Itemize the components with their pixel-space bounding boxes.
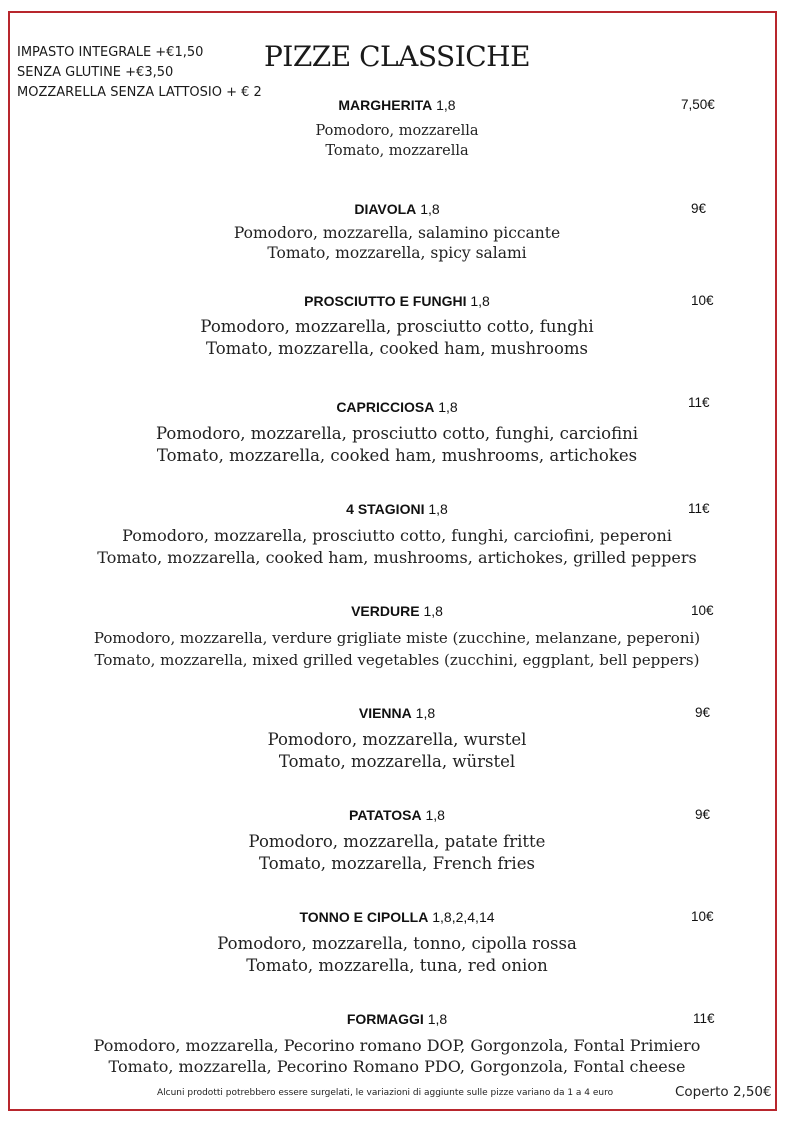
- item-desc-en: Tomato, mozzarella, cooked ham, mushrooms, artichokes, grilled peppers: [97, 548, 697, 567]
- item-desc-en: Tomato, mozzarella, mixed grilled vegetables (zucchini, eggplant, bell peppers): [94, 651, 700, 669]
- item-desc-en: Tomato, mozzarella, tuna, red onion: [246, 956, 548, 975]
- item-price: 9€: [695, 807, 711, 822]
- item-name: FORMAGGI: [346, 1011, 424, 1027]
- item-name-line: [0, 397, 794, 417]
- item-desc-it: Pomodoro, mozzarella: [315, 123, 479, 139]
- item-desc-it: Pomodoro, mozzarella, wurstel: [267, 730, 527, 749]
- item-name: 4 STAGIONI: [346, 501, 425, 517]
- item-price: 9€: [695, 705, 711, 720]
- item-desc-it: Pomodoro, mozzarella, salamino piccante: [233, 224, 561, 242]
- item-desc-en: Tomato, mozzarella, cooked ham, mushrooms, artichokes: [156, 446, 638, 465]
- item-desc-it: Pomodoro, mozzarella, tonno, cipolla rossa: [217, 934, 577, 953]
- item-name-line: [0, 95, 794, 115]
- footer-note: Alcuni prodotti potrebbero essere surgelati, le variazioni di aggiunte sulle pizze variano da 1 a 4 euro: [157, 1088, 614, 1098]
- item-name: TONNO E CIPOLLA: [299, 909, 429, 925]
- item-name: VIENNA: [358, 705, 412, 721]
- item-desc-en: Tomato, mozzarella, Pecorino Romano PDO, Gorgonzola, Fontal cheese: [108, 1057, 686, 1076]
- item-allergens: 1,8: [415, 705, 436, 721]
- item-name: PROSCIUTTO E FUNGHI: [304, 293, 467, 309]
- item-desc-en: Tomato, mozzarella, spicy salami: [267, 244, 527, 262]
- extra-lactose-free: MOZZARELLA SENZA LATTOSIO + € 2: [17, 85, 262, 100]
- item-name-line: [0, 703, 794, 723]
- item-allergens: 1,8: [428, 501, 448, 517]
- item-price: 11€: [688, 395, 710, 410]
- item-allergens: 1,8: [425, 807, 445, 823]
- item-desc-it: Pomodoro, mozzarella, patate fritte: [248, 832, 546, 851]
- item-name-line: [0, 1009, 794, 1029]
- item-name: DIAVOLA: [354, 201, 417, 217]
- item-desc-en: Tomato, mozzarella, cooked ham, mushrooms: [205, 339, 589, 358]
- item-name-line: [0, 805, 794, 825]
- item-allergens: 1,8: [427, 1011, 448, 1027]
- item-name: PATATOSA: [349, 807, 422, 823]
- item-name: MARGHERITA: [338, 97, 433, 113]
- item-name-line: [0, 199, 794, 219]
- item-allergens: 1,8: [470, 293, 490, 309]
- item-name-line: [0, 601, 794, 621]
- item-name-line: [0, 499, 794, 519]
- item-price: 10€: [691, 909, 714, 924]
- item-desc-it: Pomodoro, mozzarella, prosciutto cotto, funghi, carciofini, peperoni: [122, 526, 672, 545]
- item-desc-en: Tomato, mozzarella, French fries: [259, 854, 535, 873]
- item-price: 11€: [688, 501, 710, 516]
- item-desc-en: Tomato, mozzarella, würstel: [278, 752, 516, 771]
- item-name: VERDURE: [351, 603, 420, 619]
- extra-wholewheat: IMPASTO INTEGRALE +€1,50: [17, 45, 204, 60]
- item-price: 9€: [691, 201, 707, 216]
- cover-charge: Coperto 2,50€: [675, 1084, 772, 1100]
- item-allergens: 1,8: [436, 97, 456, 113]
- item-name-line: [0, 907, 794, 927]
- item-name: CAPRICCIOSA: [336, 399, 435, 415]
- item-price: 7,50€: [681, 97, 715, 112]
- item-price: 10€: [691, 603, 714, 618]
- item-price: 11€: [693, 1011, 715, 1026]
- item-desc-en: Tomato, mozzarella: [325, 143, 469, 159]
- item-desc-it: Pomodoro, mozzarella, prosciutto cotto, funghi, carciofini: [155, 424, 639, 443]
- item-allergens: 1,8,2,4,14: [432, 909, 495, 925]
- item-allergens: 1,8: [438, 399, 458, 415]
- item-allergens: 1,8: [423, 603, 443, 619]
- item-desc-it: Pomodoro, mozzarella, prosciutto cotto, funghi: [200, 317, 594, 336]
- item-desc-it: Pomodoro, mozzarella, verdure grigliate miste (zucchine, melanzane, peperoni): [93, 629, 701, 647]
- page-title: PIZZE CLASSICHE: [263, 40, 531, 73]
- extra-gluten-free: SENZA GLUTINE +€3,50: [17, 65, 174, 80]
- item-desc-it: Pomodoro, mozzarella, Pecorino romano DOP, Gorgonzola, Fontal Primiero: [93, 1036, 701, 1055]
- item-name-line: [0, 291, 794, 311]
- item-price: 10€: [691, 293, 714, 308]
- item-allergens: 1,8: [420, 201, 440, 217]
